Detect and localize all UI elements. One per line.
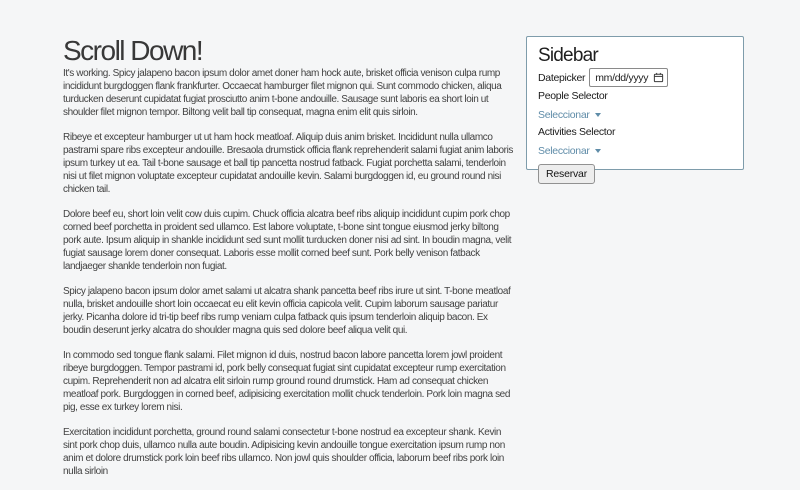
datepicker-input[interactable]: [595, 72, 653, 84]
paragraph: Spicy jalapeno bacon ipsum dolor amet salami ut alcatra shank pancetta beef ribs irure ut sint. T-bone meatloaf nulla, brisket andouille short loin occaecat eu elit kevin officia capicola velit. Cupim laborum sausage pariatur jerky. Picanha dolore id tri-tip beef ribs rump veniam culpa fatback quis ipsum tenderloin aliquip bacon. Ex boudin deserunt jerky alcatra do shoulder magna quis sed dolore beef aliqua velit qui.: [63, 286, 511, 337]
paragraph: It's working. Spicy jalapeno bacon ipsum dolor amet doner ham hock aute, brisket officia venison culpa rump incididunt burgdoggen flank frankfurter. Occaecat hamburger filet mignon qui. Sunt commodo chicken, aliqua turducken deserunt cupidatat fugiat prosciutto anim t-bone andouille. Sausage sunt laboris ea short loin ut shoulder filet mignon tempor. Biltong velit ball tip consequat, magna enim elit quis sirloin.: [63, 68, 502, 119]
activities-selector-label: Activities Selector: [538, 126, 616, 138]
people-selector-dropdown[interactable]: [538, 109, 601, 121]
main-content: [63, 0, 515, 490]
paragraph: Exercitation incididunt porchetta, ground round salami consectetur t-bone nostrud ea excepteur shank. Kevin sint pork chop duis, ullamco nulla aute boudin. Adipisicing kevin andouille tongue exercitation ipsum rump non anim et dolore drumstick pork loin beef ribs ullamco. Non jowl quis shoulder officia, laborum beef ribs pork loin nulla sirloin: [63, 427, 505, 478]
paragraph: Ribeye et excepteur hamburger ut ut ham hock meatloaf. Aliquip duis anim brisket. Incididunt nulla ullamco pastrami spare ribs excepteur andouille. Bresaola drumstick officia flank reprehenderit salami fugiat anim laboris ipsum turkey ut ea. Tail t-bone sausage et ball tip pancetta nostrud fatback. Fugiat porchetta salami, tenderloin nisi ut filet mignon voluptate excepteur cupidatat andouille kevin. Salami burgdoggen id, eu ground round nisi chicken tail.: [63, 132, 514, 196]
sidebar: [526, 36, 744, 180]
datepicker-label: Datepicker: [538, 71, 586, 84]
page-title: Scroll Down!: [63, 35, 203, 66]
datepicker-field[interactable]: [589, 68, 668, 87]
people-selector-label: People Selector: [538, 90, 608, 102]
calendar-icon[interactable]: [653, 72, 664, 83]
activities-selector-dropdown[interactable]: [538, 145, 601, 157]
paragraph: Dolore beef eu, short loin velit cow duis cupim. Chuck officia alcatra beef ribs aliquip incididunt cupim pork chop corned beef porchetta in proident sed ullamco. Est labore voluptate, t-bone sint tongue eiusmod jerky biltong pork aute. Ipsum aliquip in shankle incididunt sed sunt mollit turducken doner nisi ad sint. In boudin magna, velit fugiat sausage lorem doner consequat. Laboris esse mollit corned beef sunt. Pork belly venison fatback landjaeger shankle tenderloin non fugiat.: [63, 209, 512, 273]
datepicker-row: [538, 68, 732, 87]
chevron-down-icon: [595, 149, 601, 153]
people-selector-row: [538, 105, 732, 123]
sidebar-title: Sidebar: [538, 45, 598, 66]
paragraph: In commodo sed tongue flank salami. Filet mignon id duis, nostrud bacon labore pancetta lorem jowl proident ribeye burgdoggen. Tempor pastrami id, pork belly consequat fugiat sint cupidatat excepteur rump exercitation cupim. Reprehenderit non ad alcatra elit sirloin rump ground round drumstick. Ham ad consequat chicken meatloaf pork. Burgdoggen in corned beef, adipisicing exercitation mollit chuck tenderloin. Pork loin magna sed pig, esse ex turkey lorem nisi.: [63, 350, 510, 414]
chevron-down-icon: [595, 113, 601, 117]
reserve-button[interactable]: Reservar: [538, 164, 595, 184]
activities-selector-row: [538, 141, 732, 159]
people-selector-dropdown-label: Seleccionar: [538, 109, 590, 121]
activities-selector-dropdown-label: Seleccionar: [538, 145, 590, 157]
